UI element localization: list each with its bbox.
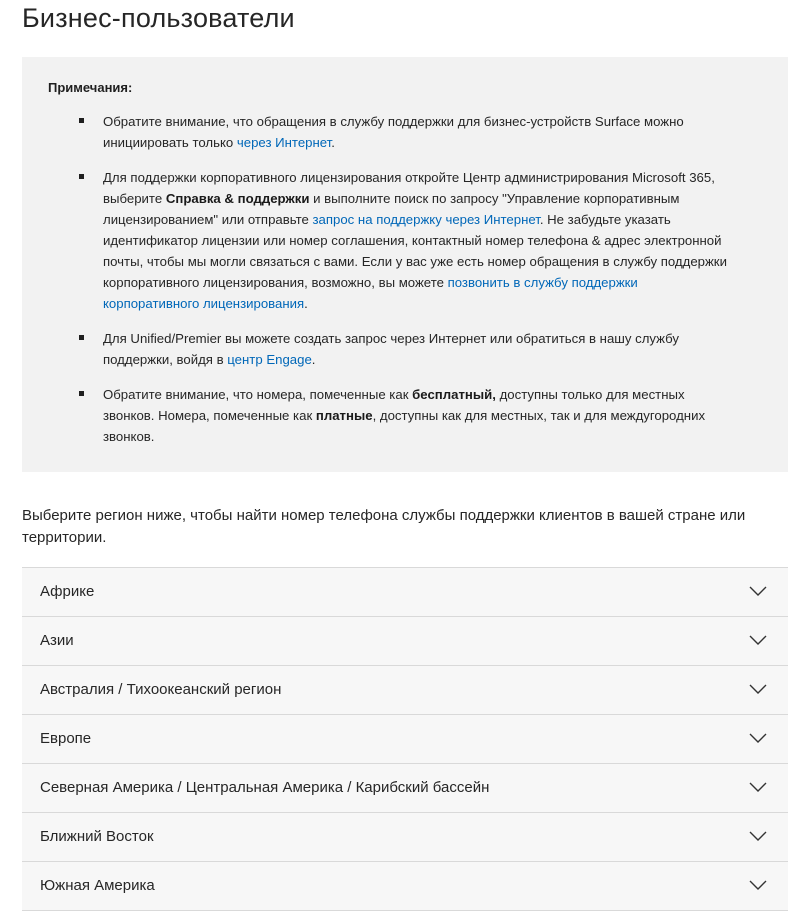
notes-text: Для Unified/Premier вы можете создать запрос через Интернет или обратиться в нашу службу поддержки, войдя в xyxy=(103,331,679,367)
chevron-down-icon xyxy=(748,731,768,745)
chevron-down-icon xyxy=(748,584,768,598)
notes-text: Для поддержки корпоративного лицензирования откройте Центр администрирования Microsoft 365, выберите xyxy=(103,170,715,206)
notes-text: Обратите внимание, что номера, помеченные как xyxy=(103,387,413,402)
notes-text: . xyxy=(304,296,308,311)
region-accordion xyxy=(22,567,788,911)
region-accordion-item[interactable] xyxy=(22,568,788,617)
region-label: Африке xyxy=(40,583,95,600)
region-label: Северная Америка / Центральная Америка / Карибский бассейн xyxy=(40,779,490,796)
notes-text: . xyxy=(311,352,316,367)
bullet-icon xyxy=(79,335,84,340)
region-label: Европе xyxy=(40,730,92,747)
region-accordion-item[interactable] xyxy=(22,764,788,813)
notes-text: доступны только для местных звонков. Номера, помеченные как xyxy=(103,387,685,423)
notes-item xyxy=(48,167,733,314)
region-accordion-item[interactable] xyxy=(22,666,788,715)
notes-item xyxy=(48,111,733,153)
notes-heading: Примечания: xyxy=(48,80,133,95)
region-label: Азии xyxy=(40,632,74,649)
notes-text: , доступны как для местных, так и для междугородних звонков. xyxy=(103,408,706,444)
region-accordion-item[interactable] xyxy=(22,617,788,666)
region-accordion-item[interactable] xyxy=(22,862,788,911)
notes-item xyxy=(48,384,733,447)
bullet-icon xyxy=(79,391,84,396)
region-label: Южная Америка xyxy=(40,877,155,894)
notes-emphasis: платные xyxy=(315,408,373,423)
notes-emphasis: бесплатный, xyxy=(412,387,496,402)
bullet-icon xyxy=(79,174,84,179)
notes-link[interactable]: позвонить в службу поддержки корпоративного лицензирования xyxy=(103,275,638,311)
chevron-down-icon xyxy=(748,878,768,892)
region-accordion-item[interactable] xyxy=(22,813,788,862)
region-label: Австралия / Тихоокеанский регион xyxy=(40,681,282,698)
notes-link[interactable]: через Интернет xyxy=(236,135,332,150)
notes-link[interactable]: центр Engage xyxy=(227,352,312,367)
notes-emphasis: Справка & поддержки xyxy=(165,191,310,206)
bullet-icon xyxy=(79,118,84,123)
notes-text: . Не забудьте указать идентификатор лицензии или номер соглашения, контактный номер телефона & адрес электронной почты, чтобы мы могли связаться с вами. Если у вас уже есть номер обращения в службу поддержки корпоративного лицензирования, возможно, вы можете xyxy=(103,212,727,290)
region-intro-text: Выберите регион ниже, чтобы найти номер телефона службы поддержки клиентов в вашей стране или территории. xyxy=(22,507,746,546)
chevron-down-icon xyxy=(748,682,768,696)
region-accordion-item[interactable] xyxy=(22,715,788,764)
region-label: Ближний Восток xyxy=(40,828,154,845)
chevron-down-icon xyxy=(748,780,768,794)
notes-list xyxy=(48,111,762,447)
notes-panel xyxy=(22,57,788,472)
chevron-down-icon xyxy=(748,633,768,647)
page-title: Бизнес-пользователи xyxy=(22,3,295,33)
notes-text: и выполните поиск по запросу "Управление корпоративным лицензированием" или отправьте xyxy=(103,191,680,227)
chevron-down-icon xyxy=(748,829,768,843)
notes-link[interactable]: запрос на поддержку через Интернет xyxy=(312,212,540,227)
notes-text: . xyxy=(331,135,335,150)
notes-text: Обратите внимание, что обращения в службу поддержки для бизнес-устройств Surface можно инициировать только xyxy=(103,114,684,150)
notes-item xyxy=(48,328,733,370)
